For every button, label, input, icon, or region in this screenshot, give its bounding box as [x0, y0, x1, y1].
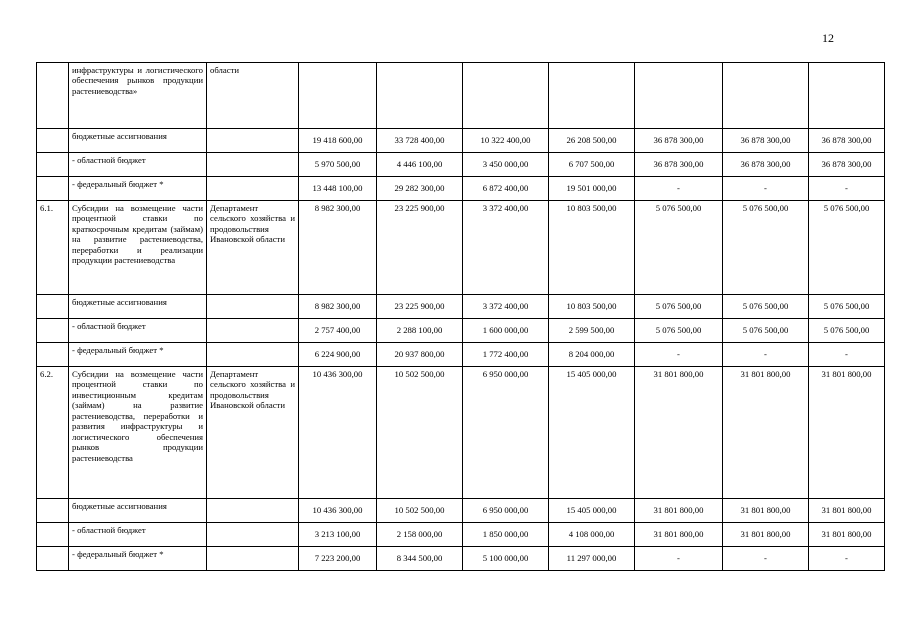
- empty-organization-cell: [207, 153, 299, 177]
- empty-index-cell: [37, 319, 69, 343]
- amount-cell: 1 600 000,00: [463, 319, 549, 343]
- amount-cell: 36 878 300,00: [809, 153, 885, 177]
- table-row-budget-line: [37, 319, 885, 343]
- amount-cell: 6 224 900,00: [299, 343, 377, 367]
- section-description: инфраструктуры и логистического обеспечения рынков продукции растениеводства»: [69, 63, 207, 129]
- amount-cell: [635, 63, 723, 129]
- section-index: [37, 63, 69, 129]
- empty-organization-cell: [207, 343, 299, 367]
- table-row-main: [37, 367, 885, 499]
- amount-cell: 8 982 300,00: [299, 201, 377, 295]
- amount-cell: 20 937 800,00: [377, 343, 463, 367]
- table-row-main: [37, 63, 885, 129]
- amount-cell: 8 982 300,00: [299, 295, 377, 319]
- amount-cell: -: [809, 547, 885, 571]
- amount-cell: 5 076 500,00: [635, 319, 723, 343]
- amount-cell: 5 076 500,00: [723, 295, 809, 319]
- amount-cell: 5 076 500,00: [723, 319, 809, 343]
- section-description: Субсидии на возмещение части процентной ставки по краткосрочным кредитам (займам) на развитие растениеводства, переработки и реализации продукции растениеводства: [69, 201, 207, 295]
- section-index: 6.2.: [37, 367, 69, 499]
- empty-index-cell: [37, 177, 69, 201]
- amount-cell: 10 803 500,00: [549, 295, 635, 319]
- amount-cell: 4 446 100,00: [377, 153, 463, 177]
- amount-cell: 19 418 600,00: [299, 129, 377, 153]
- amount-cell: -: [635, 547, 723, 571]
- amount-cell: 5 076 500,00: [809, 201, 885, 295]
- amount-cell: 5 076 500,00: [635, 295, 723, 319]
- empty-index-cell: [37, 153, 69, 177]
- amount-cell: 6 950 000,00: [463, 367, 549, 499]
- amount-cell: 11 297 000,00: [549, 547, 635, 571]
- amount-cell: 31 801 800,00: [723, 499, 809, 523]
- amount-cell: 26 208 500,00: [549, 129, 635, 153]
- empty-organization-cell: [207, 523, 299, 547]
- amount-cell: 5 970 500,00: [299, 153, 377, 177]
- section-index: 6.1.: [37, 201, 69, 295]
- amount-cell: 36 878 300,00: [635, 153, 723, 177]
- amount-cell: 31 801 800,00: [809, 367, 885, 499]
- amount-cell: 7 223 200,00: [299, 547, 377, 571]
- amount-cell: -: [635, 343, 723, 367]
- amount-cell: [463, 63, 549, 129]
- budget-line-label: - областной бюджет: [69, 153, 207, 177]
- amount-cell: 2 599 500,00: [549, 319, 635, 343]
- amount-cell: 6 872 400,00: [463, 177, 549, 201]
- amount-cell: 10 322 400,00: [463, 129, 549, 153]
- amount-cell: 10 502 500,00: [377, 499, 463, 523]
- amount-cell: 2 288 100,00: [377, 319, 463, 343]
- amount-cell: 2 158 000,00: [377, 523, 463, 547]
- amount-cell: 3 372 400,00: [463, 295, 549, 319]
- amount-cell: 23 225 900,00: [377, 201, 463, 295]
- amount-cell: 5 076 500,00: [723, 201, 809, 295]
- amount-cell: 10 436 300,00: [299, 367, 377, 499]
- amount-cell: 31 801 800,00: [723, 523, 809, 547]
- amount-cell: 1 850 000,00: [463, 523, 549, 547]
- amount-cell: 6 950 000,00: [463, 499, 549, 523]
- amount-cell: 19 501 000,00: [549, 177, 635, 201]
- amount-cell: 15 405 000,00: [549, 367, 635, 499]
- amount-cell: -: [723, 177, 809, 201]
- budget-line-label: - федеральный бюджет *: [69, 177, 207, 201]
- amount-cell: [723, 63, 809, 129]
- amount-cell: 10 436 300,00: [299, 499, 377, 523]
- amount-cell: 36 878 300,00: [723, 153, 809, 177]
- empty-index-cell: [37, 295, 69, 319]
- amount-cell: -: [809, 343, 885, 367]
- budget-table: [36, 62, 885, 571]
- amount-cell: 31 801 800,00: [635, 523, 723, 547]
- amount-cell: 5 076 500,00: [809, 319, 885, 343]
- budget-line-label: - областной бюджет: [69, 319, 207, 343]
- amount-cell: 4 108 000,00: [549, 523, 635, 547]
- amount-cell: [299, 63, 377, 129]
- budget-line-label: - областной бюджет: [69, 523, 207, 547]
- amount-cell: [549, 63, 635, 129]
- amount-cell: 23 225 900,00: [377, 295, 463, 319]
- section-organization: Департамент сельского хозяйства и продовольствия Ивановской области: [207, 201, 299, 295]
- amount-cell: -: [809, 177, 885, 201]
- table-row-budget-line: [37, 523, 885, 547]
- empty-index-cell: [37, 547, 69, 571]
- section-organization: области: [207, 63, 299, 129]
- amount-cell: 10 502 500,00: [377, 367, 463, 499]
- budget-line-label: - федеральный бюджет *: [69, 547, 207, 571]
- amount-cell: 3 372 400,00: [463, 201, 549, 295]
- budget-line-label: бюджетные ассигнования: [69, 499, 207, 523]
- table-row-budget-line: [37, 343, 885, 367]
- section-description: Субсидии на возмещение части процентной ставки по инвестиционным кредитам (займам) на развитие растениеводства, переработки и развития инфраструктуры и логистического обеспечения рынков продукции растениеводства: [69, 367, 207, 499]
- table-row-budget-line: [37, 499, 885, 523]
- amount-cell: -: [723, 343, 809, 367]
- amount-cell: 36 878 300,00: [635, 129, 723, 153]
- empty-organization-cell: [207, 129, 299, 153]
- table-row-budget-line: [37, 295, 885, 319]
- amount-cell: 13 448 100,00: [299, 177, 377, 201]
- amount-cell: 33 728 400,00: [377, 129, 463, 153]
- amount-cell: [377, 63, 463, 129]
- empty-organization-cell: [207, 295, 299, 319]
- amount-cell: 3 450 000,00: [463, 153, 549, 177]
- amount-cell: 36 878 300,00: [723, 129, 809, 153]
- amount-cell: 10 803 500,00: [549, 201, 635, 295]
- amount-cell: 6 707 500,00: [549, 153, 635, 177]
- amount-cell: 31 801 800,00: [635, 367, 723, 499]
- section-organization: Департамент сельского хозяйства и продовольствия Ивановской области: [207, 367, 299, 499]
- amount-cell: 31 801 800,00: [809, 523, 885, 547]
- table-row-budget-line: [37, 153, 885, 177]
- page-number: 12: [822, 31, 834, 45]
- empty-organization-cell: [207, 177, 299, 201]
- empty-organization-cell: [207, 547, 299, 571]
- amount-cell: 8 344 500,00: [377, 547, 463, 571]
- amount-cell: -: [635, 177, 723, 201]
- amount-cell: 5 076 500,00: [635, 201, 723, 295]
- empty-index-cell: [37, 129, 69, 153]
- amount-cell: -: [723, 547, 809, 571]
- amount-cell: 29 282 300,00: [377, 177, 463, 201]
- amount-cell: 8 204 000,00: [549, 343, 635, 367]
- empty-index-cell: [37, 343, 69, 367]
- empty-organization-cell: [207, 319, 299, 343]
- amount-cell: 31 801 800,00: [809, 499, 885, 523]
- empty-index-cell: [37, 523, 69, 547]
- table-row-budget-line: [37, 177, 885, 201]
- amount-cell: 31 801 800,00: [723, 367, 809, 499]
- amount-cell: 2 757 400,00: [299, 319, 377, 343]
- amount-cell: 36 878 300,00: [809, 129, 885, 153]
- amount-cell: 15 405 000,00: [549, 499, 635, 523]
- budget-line-label: - федеральный бюджет *: [69, 343, 207, 367]
- table-row-main: [37, 201, 885, 295]
- amount-cell: 31 801 800,00: [635, 499, 723, 523]
- budget-line-label: бюджетные ассигнования: [69, 129, 207, 153]
- amount-cell: 5 100 000,00: [463, 547, 549, 571]
- amount-cell: [809, 63, 885, 129]
- table-row-budget-line: [37, 547, 885, 571]
- amount-cell: 3 213 100,00: [299, 523, 377, 547]
- amount-cell: 1 772 400,00: [463, 343, 549, 367]
- empty-index-cell: [37, 499, 69, 523]
- empty-organization-cell: [207, 499, 299, 523]
- budget-line-label: бюджетные ассигнования: [69, 295, 207, 319]
- table-row-budget-line: [37, 129, 885, 153]
- amount-cell: 5 076 500,00: [809, 295, 885, 319]
